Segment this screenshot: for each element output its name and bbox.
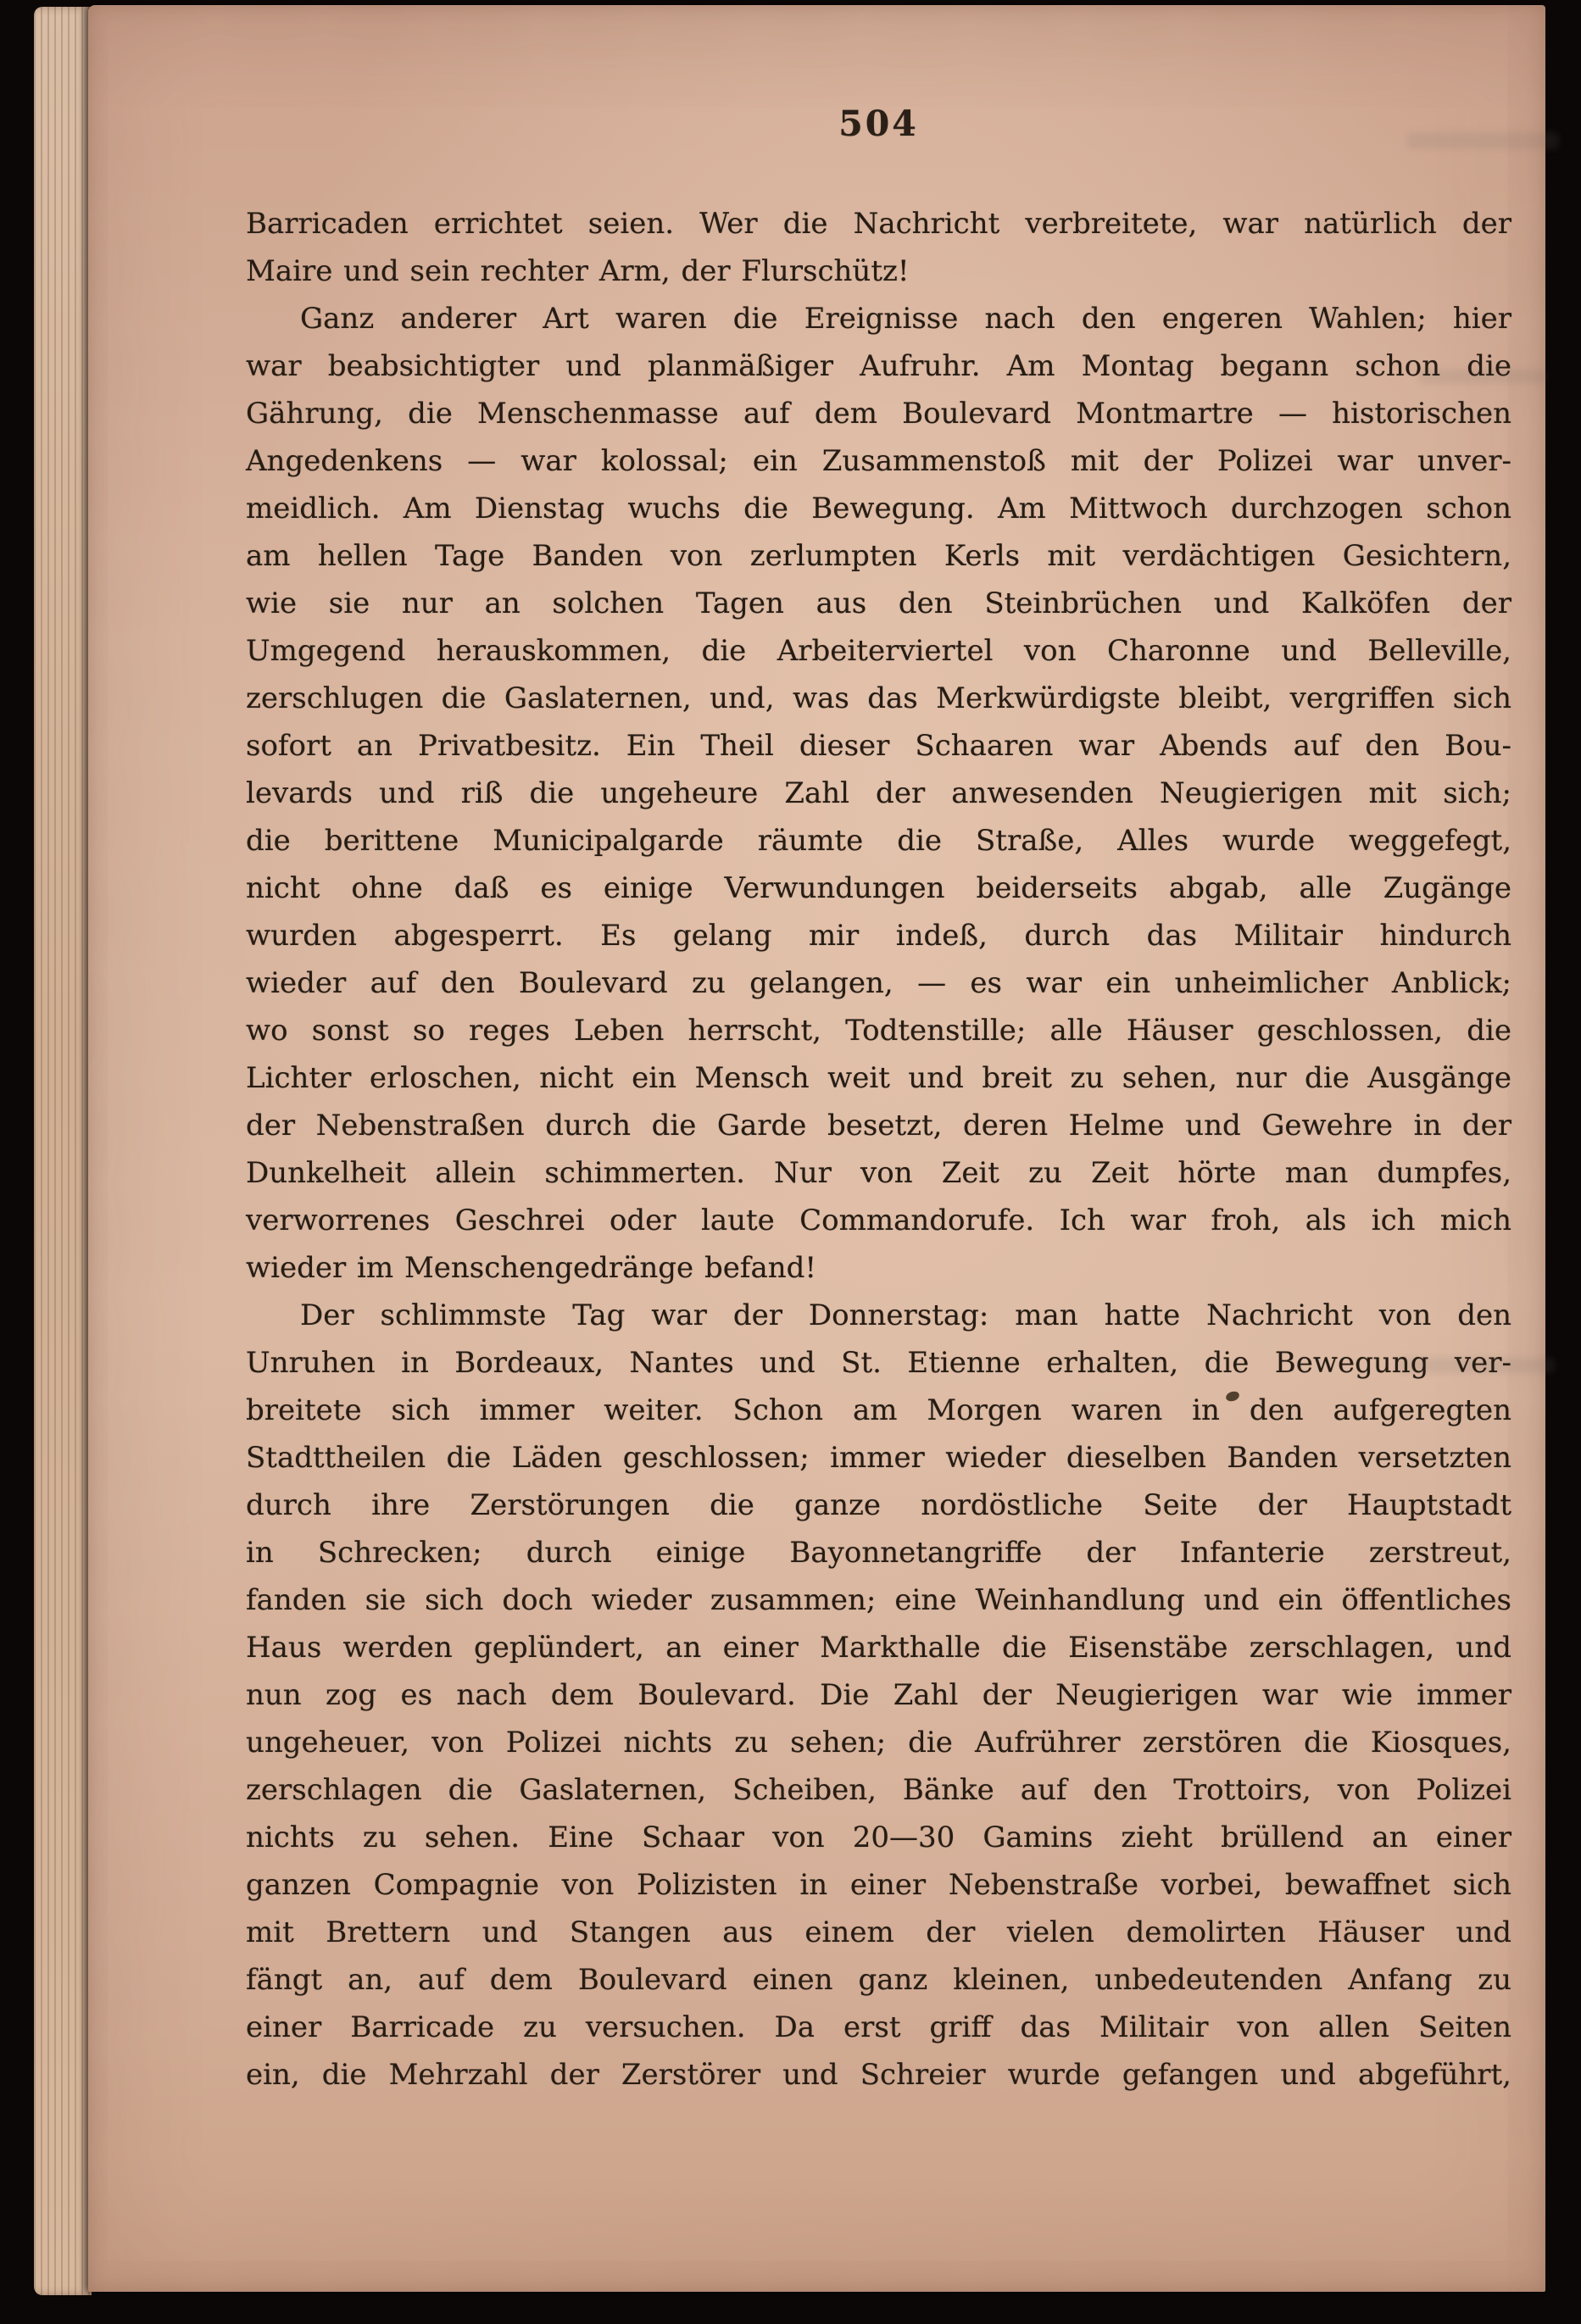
text-line: wieder auf den Boulevard zu gelangen, — es war ein unheimlicher Anblick;: [246, 966, 1511, 1000]
page-stack-edge: [34, 7, 92, 2295]
text-line: ungeheuer, von Polizei nichts zu sehen; die Aufrührer zerstören die Kiosques,: [246, 1726, 1511, 1760]
text-line: fanden sie sich doch wieder zusammen; eine Weinhandlung und ein öffentliches: [246, 1583, 1511, 1617]
text-line: Umgegend herauskommen, die Arbeiterviertel von Charonne und Belleville,: [246, 634, 1511, 668]
text-line: einer Barricade zu versuchen. Da erst griff das Militair von allen Seiten: [246, 2010, 1511, 2044]
text-line: Unruhen in Bordeaux, Nantes und St. Etienne erhalten, die Bewegung ver-: [246, 1346, 1511, 1380]
text-line: wie sie nur an solchen Tagen aus den Steinbrüchen und Kalköfen der: [246, 587, 1511, 620]
text-line: die berittene Municipalgarde räumte die Straße, Alles wurde weggefegt,: [246, 824, 1511, 858]
text-line: ein, die Mehrzahl der Zerstörer und Schreier wurde gefangen und abgeführt,: [246, 2058, 1511, 2092]
text-line: der Nebenstraßen durch die Garde besetzt, deren Helme und Gewehre in der: [246, 1109, 1511, 1143]
text-line: levards und riß die ungeheure Zahl der anwesenden Neugierigen mit sich;: [246, 776, 1511, 810]
text-line: in Schrecken; durch einige Bayonnetangriffe der Infanterie zerstreut,: [246, 1536, 1511, 1570]
text-line: nicht ohne daß es einige Verwundungen beiderseits abgab, alle Zugänge: [246, 871, 1511, 905]
text-line: Maire und sein rechter Arm, der Flurschütz!: [246, 254, 910, 288]
text-line: verworrenes Geschrei oder laute Commandorufe. Ich war froh, als ich mich: [246, 1204, 1511, 1237]
text-line: Der schlimmste Tag war der Donnerstag: man hatte Nachricht von den: [300, 1298, 1511, 1332]
text-line: meidlich. Am Dienstag wuchs die Bewegung. Am Mittwoch durchzogen schon: [246, 492, 1511, 525]
text-line: fängt an, auf dem Boulevard einen ganz kleinen, unbedeutenden Anfang zu: [246, 1963, 1511, 1997]
text-line: ganzen Compagnie von Polizisten in einer Nebenstraße vorbei, bewaffnet sich: [246, 1868, 1511, 1902]
text-line: wieder im Menschengedränge befand!: [246, 1251, 817, 1285]
text-line: nun zog es nach dem Boulevard. Die Zahl der Neugierigen war wie immer: [246, 1678, 1511, 1712]
text-line: Angedenkens — war kolossal; ein Zusammenstoß mit der Polizei war unver-: [246, 444, 1511, 478]
page-number: 504: [838, 103, 919, 144]
text-line: Lichter erloschen, nicht ein Mensch weit und breit zu sehen, nur die Ausgänge: [246, 1061, 1511, 1095]
text-line: durch ihre Zerstörungen die ganze nordöstliche Seite der Hauptstadt: [246, 1488, 1511, 1522]
text-line: zerschlugen die Gaslaternen, und, was das Merkwürdigste bleibt, vergriffen sich: [246, 681, 1511, 715]
text-line: am hellen Tage Banden von zerlumpten Kerls mit verdächtigen Gesichtern,: [246, 539, 1511, 573]
book-page: [88, 5, 1545, 2292]
text-line: Gährung, die Menschenmasse auf dem Boulevard Montmartre — historischen: [246, 397, 1511, 431]
text-line: sofort an Privatbesitz. Ein Theil dieser Schaaren war Abends auf den Bou-: [246, 729, 1511, 763]
text-line: Haus werden geplündert, an einer Markthalle die Eisenstäbe zerschlagen, und: [246, 1631, 1511, 1665]
text-line: war beabsichtigter und planmäßiger Aufruhr. Am Montag begann schon die: [246, 349, 1511, 383]
text-line: nichts zu sehen. Eine Schaar von 20—30 Gamins zieht brüllend an einer: [246, 1821, 1511, 1854]
text-block: [246, 103, 1511, 2099]
body-text: [246, 200, 1511, 2099]
text-line: Ganz anderer Art waren die Ereignisse nach den engeren Wahlen; hier: [300, 302, 1511, 336]
text-line: Stadttheilen die Läden geschlossen; immer wieder dieselben Banden versetzten: [246, 1441, 1511, 1475]
text-line: wurden abgesperrt. Es gelang mir indeß, durch das Militair hindurch: [246, 919, 1511, 953]
text-line: zerschlagen die Gaslaternen, Scheiben, Bänke auf den Trottoirs, von Polizei: [246, 1773, 1511, 1807]
text-line: Dunkelheit allein schimmerten. Nur von Zeit zu Zeit hörte man dumpfes,: [246, 1156, 1511, 1190]
text-line: breitete sich immer weiter. Schon am Morgen waren in den aufgeregten: [246, 1393, 1511, 1427]
text-line: wo sonst so reges Leben herrscht, Todtenstille; alle Häuser geschlossen, die: [246, 1014, 1511, 1048]
text-line: mit Brettern und Stangen aus einem der vielen demolirten Häuser und: [246, 1915, 1511, 1949]
text-line: Barricaden errichtet seien. Wer die Nachricht verbreitete, war natürlich der: [246, 207, 1511, 241]
